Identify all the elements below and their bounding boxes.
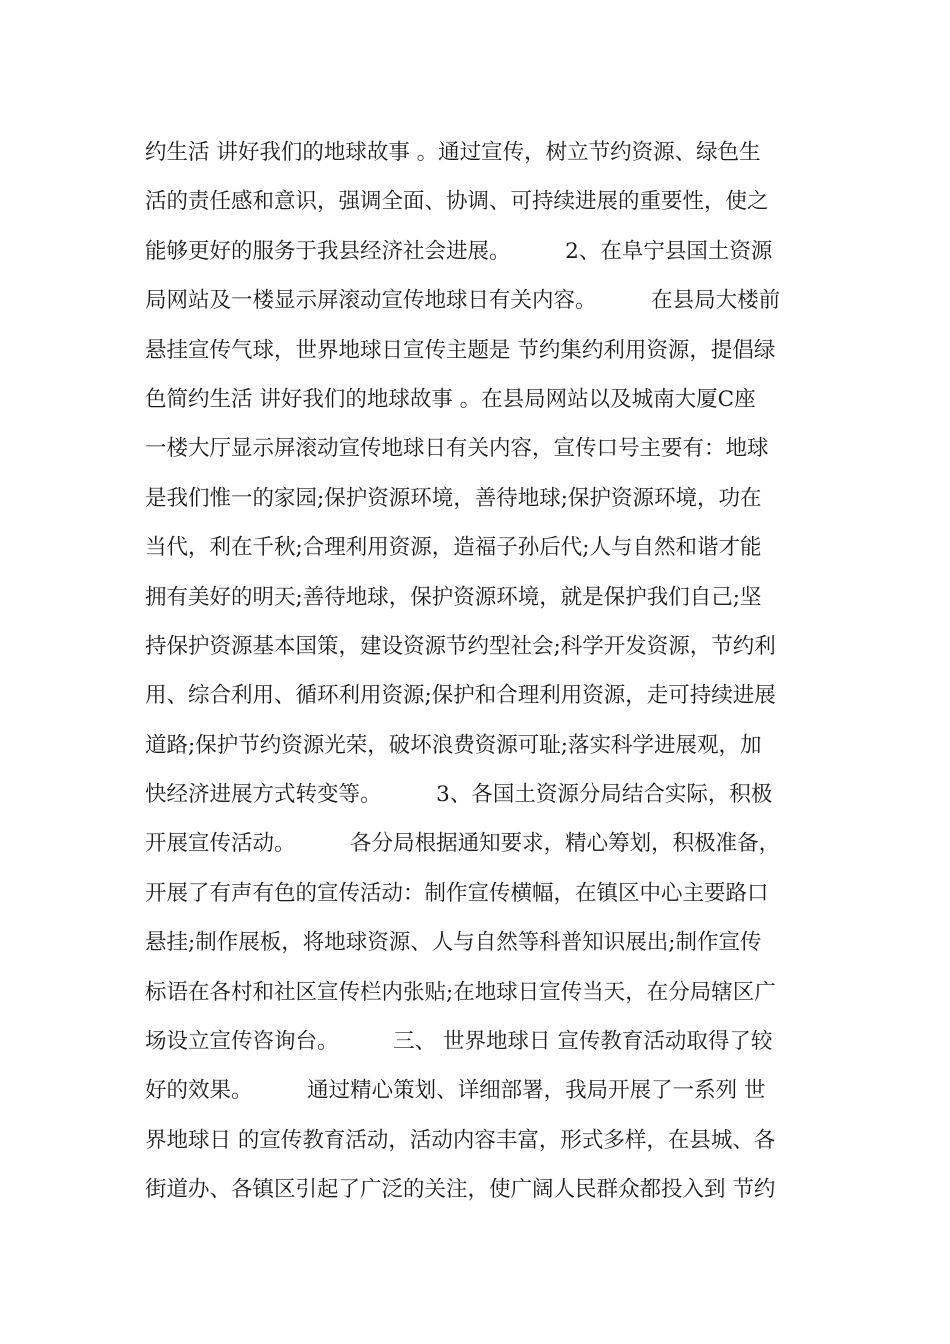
text-line: 道路;保护节约资源光荣，破坏浪费资源可耻;落实科学进展观，加 (145, 732, 762, 758)
text-line: 悬挂;制作展板，将地球资源、人与自然等科普知识展出;制作宣传 (145, 930, 762, 956)
text-line: 活的责任感和意识，强调全面、协调、可持续进展的重要性，使之 (145, 189, 769, 215)
text-line: 快经济进展方式转变等。 3、各国土资源分局结合实际，积极 (145, 782, 773, 808)
body-text (145, 128, 815, 1215)
text-line: 拥有美好的明天;善待地球，保护资源环境，就是保护我们自己;坚 (145, 584, 762, 610)
text-line: 局网站及一楼显示屏滚动宣传地球日有关内容。 在县局大楼前 (145, 288, 781, 314)
text-line: 能够更好的服务于我县经济社会进展。 2、在阜宁县国土资源 (145, 238, 773, 264)
text-line: 开展了有声有色的宣传活动：制作宣传横幅，在镇区中心主要路口 (145, 880, 769, 906)
text-line: 好的效果。 通过精心策划、详细部署，我局开展了一系列 世 (145, 1078, 766, 1104)
text-line: 色简约生活 讲好我们的地球故事 。在县局网站以及城南大厦C座 (145, 386, 756, 412)
text-line: 街道办、各镇区引起了广泛的关注，使广阔人民群众都投入到 节约 (145, 1177, 776, 1203)
text-line: 用、综合利用、循环利用资源;保护和合理利用资源，走可持续进展 (145, 683, 776, 709)
text-line: 标语在各村和社区宣传栏内张贴;在地球日宣传当天，在分局辖区广 (145, 979, 776, 1005)
text-line: 开展宣传活动。 各分局根据通知要求，精心筹划，积极准备， (145, 831, 781, 857)
text-line: 当代，利在千秋;合理利用资源，造福子孙后代;人与自然和谐才能 (145, 535, 762, 561)
text-line: 持保护资源基本国策，建设资源节约型社会;科学开发资源，节约利 (145, 633, 776, 659)
text-line: 悬挂宣传气球，世界地球日宣传主题是 节约集约利用资源，提倡绿 (145, 337, 776, 363)
text-line: 场设立宣传咨询台。 三、 世界地球日 宣传教育活动取得了较 (145, 1029, 773, 1055)
text-line: 一楼大厅显示屏滚动宣传地球日有关内容，宣传口号主要有：地球 (145, 436, 769, 462)
text-line: 是我们惟一的家园;保护资源环境，善待地球;保护资源环境，功在 (145, 485, 762, 511)
text-line: 约生活 讲好我们的地球故事 。通过宣传，树立节约资源、绿色生 (145, 140, 761, 165)
text-line: 界地球日 的宣传教育活动，活动内容丰富，形式多样，在县城、各 (145, 1127, 776, 1153)
